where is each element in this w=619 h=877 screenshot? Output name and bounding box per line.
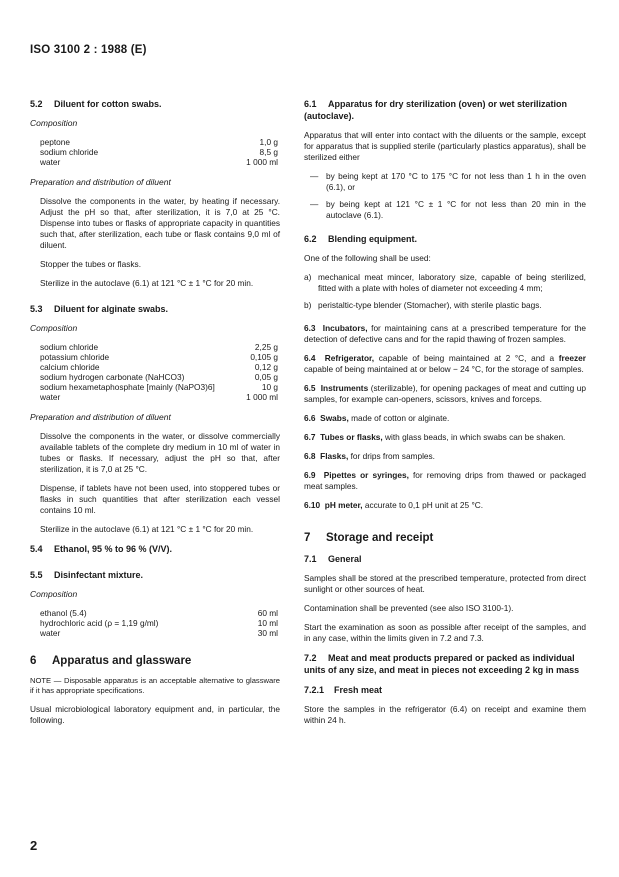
table-row: sodium hydrogen carbonate (NaHCO3) 0,05 g bbox=[40, 372, 278, 382]
section-5-2-preparation-label: Preparation and distribution of diluent bbox=[30, 177, 171, 187]
section-6-8: 6.8 Flasks, for drips from samples. bbox=[304, 451, 435, 461]
list-item: — by being kept at 121 °C ± 1 °C for not less than 20 min in the autoclave (6.1). bbox=[310, 199, 586, 220]
section-6-2-paragraph: One of the following shall be used: bbox=[304, 253, 431, 263]
section-5-3-composition-label: Composition bbox=[30, 323, 78, 333]
section-7-1-paragraph: Start the examination as soon as possible after receipt of the samples, and in any case, within the limits given in 7.2 and 7.3. bbox=[304, 622, 586, 643]
section-6-9: 6.9 Pipettes or syringes, for removing drips from thawed or packaged meat samples. bbox=[304, 470, 586, 491]
section-5-3-composition-table bbox=[30, 342, 280, 402]
section-5-3-paragraph: Sterilize in the autoclave (6.1) at 121 °C ± 1 °C for 20 min. bbox=[40, 524, 254, 534]
section-5-5-composition-label: Composition bbox=[30, 589, 78, 599]
section-6-paragraph: Usual microbiological laboratory equipment and, in particular, the following. bbox=[30, 704, 280, 725]
section-5-5-composition-table bbox=[30, 608, 280, 638]
page-number: 2 bbox=[30, 838, 38, 853]
table-row: potassium chloride 0,105 g bbox=[40, 352, 278, 362]
section-5-2-paragraph: Stopper the tubes or flasks. bbox=[40, 259, 142, 269]
section-5-5-heading: 5.5 Disinfectant mixture. bbox=[30, 570, 144, 580]
table-row: water 1 000 ml bbox=[40, 157, 278, 167]
section-6-4: 6.4 Refrigerator, capable of being maintained at 2 °C, and a freezer capable of being maintained at or below − 24 °C, for the storage of samples. bbox=[304, 353, 586, 374]
section-6-2-heading: 6.2 Blending equipment. bbox=[304, 234, 417, 244]
section-7-1-paragraph: Samples shall be stored at the prescribed temperature, protected from direct sunlight or other sources of heat. bbox=[304, 573, 586, 594]
section-5-2-composition-label: Composition bbox=[30, 118, 78, 128]
section-6-note: NOTE — Disposable apparatus is an acceptable alternative to glassware if it has appropriate specifications. bbox=[30, 676, 280, 695]
section-5-3-paragraph: Dispense, if tablets have not been used, into stoppered tubes or flasks in such quantities that after sterilization each vessel contains 10 ml. bbox=[40, 483, 280, 515]
section-6-heading: 6 Apparatus and glassware bbox=[30, 655, 192, 667]
section-7-2-heading: 7.2 Meat and meat products prepared or packed as individual units of any size, and meat in pieces not exceeding 2 kg in mass bbox=[304, 653, 580, 675]
section-6-1-heading: 6.1 Apparatus for dry sterilization (oven) or wet sterilization (autoclave). bbox=[304, 99, 568, 121]
section-5-2-heading: 5.2 Diluent for cotton swabs. bbox=[30, 99, 162, 109]
table-row: sodium chloride 8,5 g bbox=[40, 147, 278, 157]
section-5-3-heading: 5.3 Diluent for alginate swabs. bbox=[30, 304, 169, 314]
section-7-1-paragraph: Contamination shall be prevented (see also ISO 3100-1). bbox=[304, 603, 514, 613]
section-6-7: 6.7 Tubes or flasks, with glass beads, in which swabs can be shaken. bbox=[304, 432, 566, 442]
table-row: ethanol (5.4) 60 ml bbox=[40, 608, 278, 618]
table-row: water 30 ml bbox=[40, 628, 278, 638]
section-6-6: 6.6 Swabs, made of cotton or alginate. bbox=[304, 413, 450, 423]
table-row: hydrochloric acid (ρ = 1,19 g/ml) 10 ml bbox=[40, 618, 278, 628]
section-5-2-paragraph: Dissolve the components in the water, by heating if necessary. Adjust the pH so that, after sterilization, it is 7,0 at 25 °C. Dispense into tubes or flasks of appropriate capacity in quantities such that, after sterilization, each tube or flask contains 9,0 ml of diluent. bbox=[40, 196, 280, 250]
section-7-2-1-heading: 7.2.1 Fresh meat bbox=[304, 685, 383, 695]
section-5-2-paragraph: Sterilize in the autoclave (6.1) at 121 °C ± 1 °C for 20 min. bbox=[40, 278, 254, 288]
section-6-10: 6.10 pH meter, accurate to 0,1 pH unit at 25 °C. bbox=[304, 500, 484, 510]
table-row: peptone 1,0 g bbox=[40, 137, 278, 147]
table-row: calcium chloride 0,12 g bbox=[40, 362, 278, 372]
section-5-4-heading: 5.4 Ethanol, 95 % to 96 % (V/V). bbox=[30, 544, 173, 554]
section-5-3-paragraph: Dissolve the components in the water, or dissolve commercially available tablets of the complete dry medium in 10 ml of water in tubes or flasks. If necessary, adjust the pH so that, after sterilization, it is 7,0 at 25 °C. bbox=[40, 431, 280, 474]
section-6-5: 6.5 Instruments (sterilizable), for opening packages of meat and cutting up samples, for example can-openers, scissors, knives and forceps. bbox=[304, 383, 586, 404]
table-row: sodium hexametaphosphate [mainly (NaPO3)6] 10 g bbox=[40, 382, 278, 392]
list-item: a) mechanical meat mincer, laboratory size, capable of being sterilized, fitted with a plate with holes of diameter not exceeding 4 mm; bbox=[304, 272, 586, 293]
section-7-heading: 7 Storage and receipt bbox=[304, 532, 434, 544]
left-column bbox=[30, 98, 280, 734]
list-item: b) peristaltic-type blender (Stomacher), with sterile plastic bags. bbox=[304, 300, 542, 310]
section-6-1-paragraph: Apparatus that will enter into contact with the diluents or the sample, except for apparatus that is supplied sterile (particularly plastics apparatus), shall be sterilized either bbox=[304, 130, 586, 162]
list-item: — by being kept at 170 °C to 175 °C for not less than 1 h in the oven (6.1), or bbox=[310, 171, 586, 192]
section-7-2-1-paragraph: Store the samples in the refrigerator (6.4) on receipt and examine them within 24 h. bbox=[304, 704, 586, 725]
table-row: water 1 000 ml bbox=[40, 392, 278, 402]
section-6-3: 6.3 Incubators, for maintaining cans at a prescribed temperature for the detection of defective cans and for the rapid thawing of frozen samples. bbox=[304, 323, 586, 344]
section-5-3-preparation-label: Preparation and distribution of diluent bbox=[30, 412, 171, 422]
table-row: sodium chloride 2,25 g bbox=[40, 342, 278, 352]
right-column bbox=[304, 98, 586, 734]
section-7-1-heading: 7.1 General bbox=[304, 554, 362, 564]
section-5-2-composition-table bbox=[30, 137, 280, 167]
page-header: ISO 3100 2 : 1988 (E) bbox=[30, 44, 147, 56]
